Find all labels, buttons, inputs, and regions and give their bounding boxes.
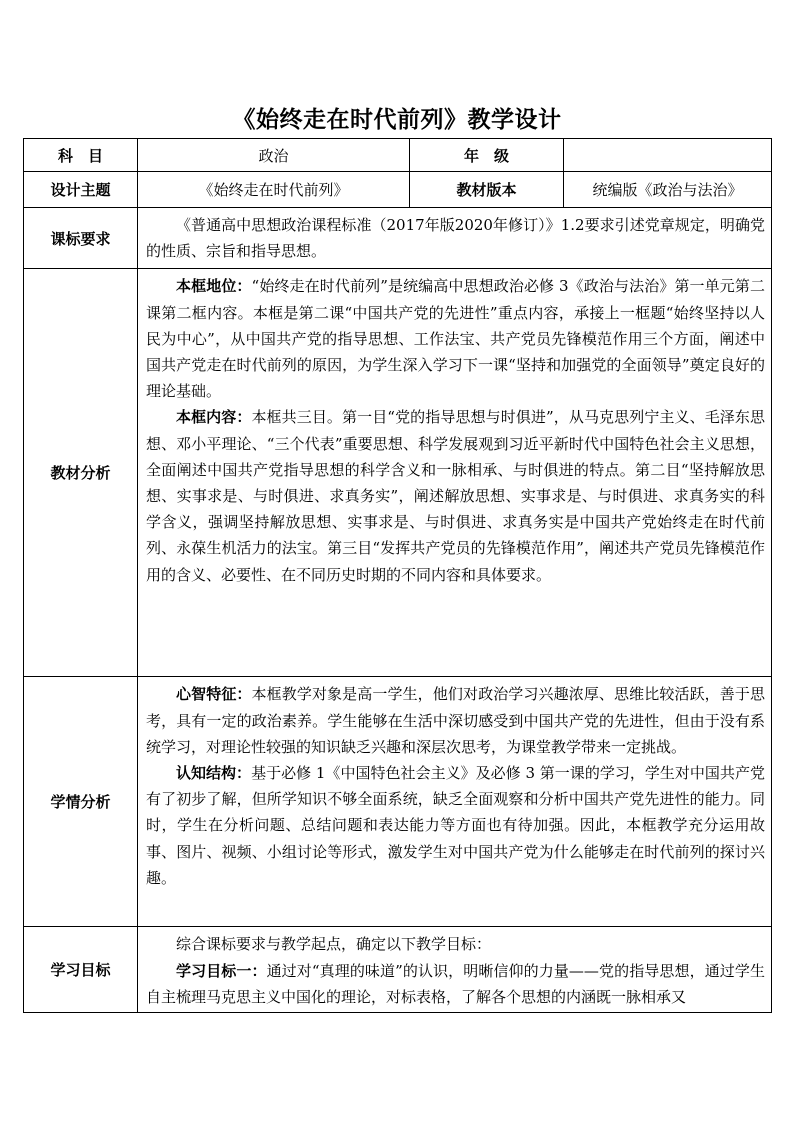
standard-cell <box>138 208 772 269</box>
edition-value: 统编版《政治与法治》 <box>564 172 772 208</box>
students-paragraph-2 <box>146 760 765 891</box>
row-learning-goals <box>24 927 772 1013</box>
edition-label: 教材版本 <box>410 172 564 208</box>
students-p1-lead: 心智特征： <box>176 685 252 704</box>
students-label: 学情分析 <box>24 677 138 927</box>
subject-value: 政治 <box>138 139 410 172</box>
subject-label: 科 目 <box>24 139 138 172</box>
goals-cell <box>138 927 772 1013</box>
grade-value <box>564 139 772 172</box>
lesson-design-table <box>23 138 772 1013</box>
grade-label: 年 级 <box>410 139 564 172</box>
standard-label: 课标要求 <box>24 208 138 269</box>
standard-text: 《普通高中思想政治课程标准（2017年版2020年修订）》1.2要求引述党章规定，明确党的性质、宗旨和指导思想。 <box>146 216 765 261</box>
students-p2-lead: 认知结构： <box>176 764 252 783</box>
goal1-text: 通过对“真理的味道”的认识，明晰信仰的力量——党的指导思想，通过学生自主梳理马克思主义中国化的理论，对标表格，了解各个思想的内涵既一脉相承又 <box>146 961 765 1006</box>
analysis-cell <box>138 269 772 677</box>
theme-value: 《始终走在时代前列》 <box>138 172 410 208</box>
row-textbook-analysis <box>24 269 772 677</box>
goals-item-1 <box>146 958 765 1010</box>
row-theme-edition <box>24 172 772 208</box>
analysis-label: 教材分析 <box>24 269 138 677</box>
analysis-paragraph-1 <box>146 273 765 404</box>
analysis-paragraph-2 <box>146 404 765 587</box>
students-p2-text: 基于必修 1《中国特色社会主义》及必修 3 第一课的学习，学生对中国共产党有了初步了解，但所学知识不够全面系统，缺乏全面观察和分析中国共产党先进性的能力。同时，学生在分析问题、总结问题和表达能力等方面也有待加强。因此，本框教学充分运用故事、图片、视频、小组讨论等形式，激发学生对中国共产党为什么能够走在时代前列的探讨兴趣。 <box>146 764 765 887</box>
row-student-analysis <box>24 677 772 927</box>
row-subject-grade <box>24 139 772 172</box>
theme-label: 设计主题 <box>24 172 138 208</box>
students-cell <box>138 677 772 927</box>
goals-intro: 综合课标要求与教学起点，确定以下教学目标： <box>176 935 492 954</box>
analysis-p2-lead: 本框内容： <box>176 408 252 427</box>
document-title: 《始终走在时代前列》教学设计 <box>232 107 562 133</box>
goals-label: 学习目标 <box>24 927 138 1013</box>
students-paragraph-1 <box>146 681 765 760</box>
analysis-p1-text: “始终走在时代前列”是统编高中思想政治必修 3《政治与法治》第一单元第二课第二框内容。本框是第二课“中国共产党的先进性”重点内容，承接上一框题“始终坚持以人民为中心”，从中国共产党的指导思想、工作法宝、共产党员先锋模范作用三个方面，阐述中国共产党走在时代前列的原因，为学生深入学习下一课“坚持和加强党的全面领导”奠定良好的理论基础。 <box>146 277 765 401</box>
row-standard <box>24 208 772 269</box>
analysis-p1-lead: 本框地位： <box>176 277 252 296</box>
goal1-lead: 学习目标一： <box>176 961 267 980</box>
students-p1-text: 本框教学对象是高一学生，他们对政治学习兴趣浓厚、思维比较活跃，善于思考，具有一定的政治素养。学生能够在生活中深切感受到中国共产党的先进性，但由于没有系统学习，对理论性较强的知识缺乏兴趣和深层次思考，为课堂教学带来一定挑战。 <box>146 685 765 756</box>
analysis-p2-text: 本框共三目。第一目“党的指导思想与时俱进”，从马克思列宁主义、毛泽东思想、邓小平理论、“三个代表”重要思想、科学发展观到习近平新时代中国特色社会主义思想，全面阐述中国共产党指导思想的科学含义和一脉相承、与时俱进的特点。第二目“坚持解放思想、实事求是、与时俱进、求真务实”，阐述解放思想、实事求是、与时俱进、求真务实的科学含义，强调坚持解放思想、实事求是、与时俱进、求真务实是中国共产党始终走在时代前列、永葆生机活力的法宝。第三目“发挥共产党员的先锋模范作用”，阐述共产党员先锋模范作用的含义、必要性、在不同历史时期的不同内容和具体要求。 <box>146 408 765 584</box>
